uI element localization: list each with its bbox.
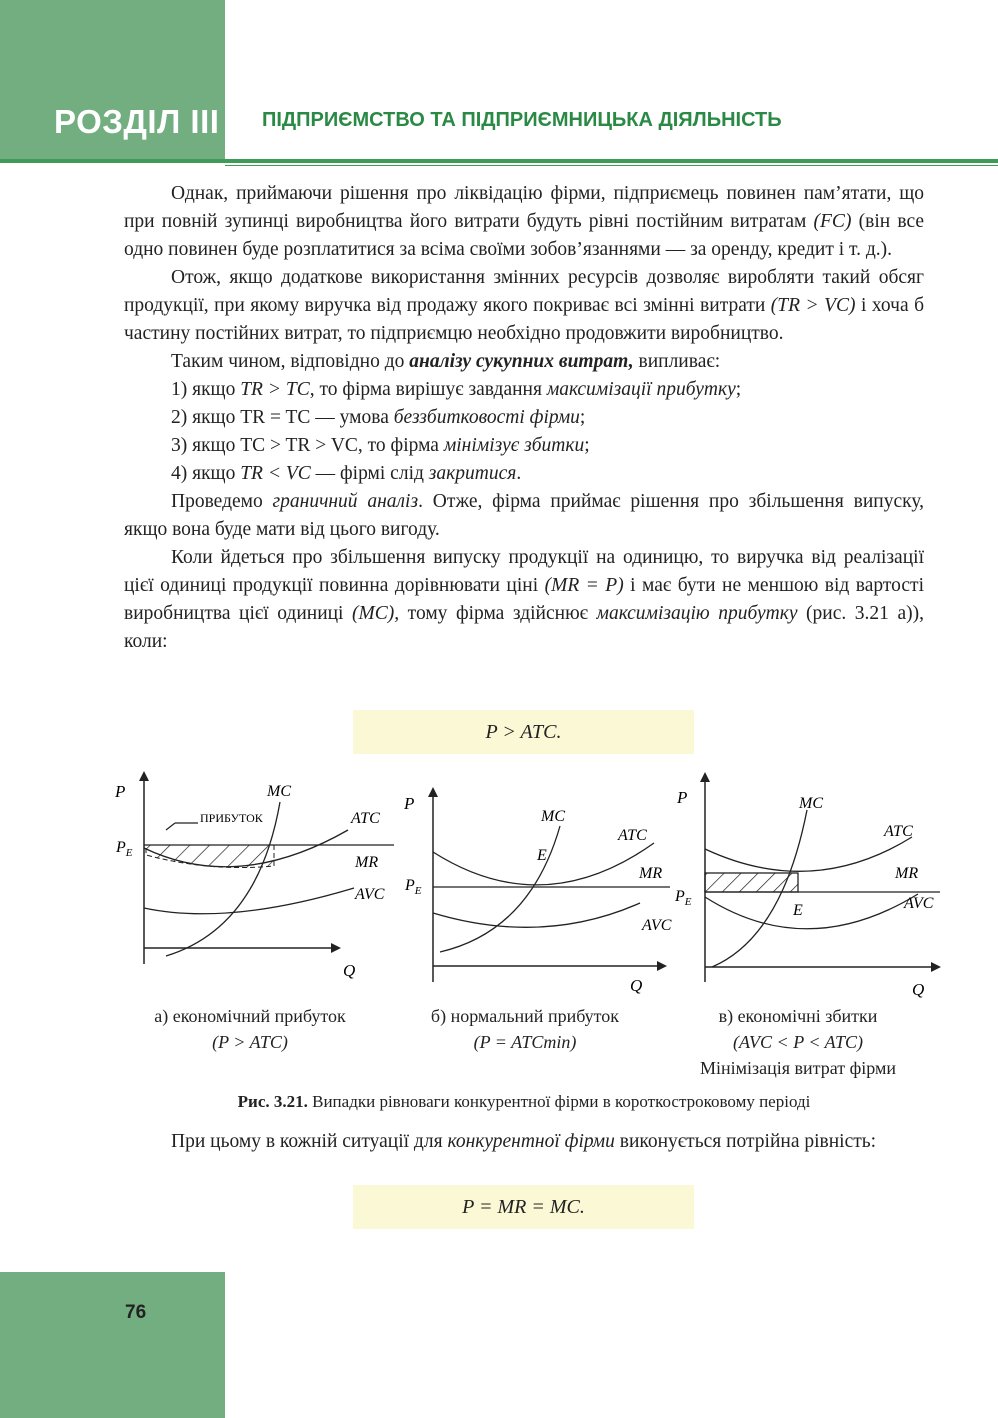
series-label-mc: MC (541, 808, 565, 825)
paragraph: Коли йдеться про збільшення випуску продукції на одиницю, то виручка від реалізації цієї одиниці продукції повинна дорівнювати ціні (MR = P) і має бути не меншою від вартості виробництва цієї одиниці (MC), тому фірма здійснює максимізацію прибутку (рис. 3.21 а)), коли: (124, 547, 924, 652)
series-label-atc: ATC (884, 823, 913, 840)
chart-caption-c: в) економічні збитки (AVC < P < ATC) Мінімізація витрат фірми (699, 1006, 897, 1078)
section-label: РОЗДІЛ III (54, 103, 220, 140)
list-item: 3) якщо TC > TR > VC, то фірма мінімізує збитки; (171, 435, 590, 456)
chart-caption-b: б) нормальний прибуток (P = ATCmin) (430, 1006, 620, 1052)
avc-curve (705, 894, 918, 929)
header-rule-thin (225, 165, 998, 166)
price-label: $P_E$ (405, 877, 422, 897)
body-text-after (124, 1128, 924, 1156)
paragraph: Таким чином, відповідно до аналізу сукупних витрат, випливає: (171, 351, 721, 372)
paragraph: Однак, приймаючи рішення про ліквідацію фірми, підприємець повинен пам’ятати, що при повній зупинці виробництва його витрати будуть рівні постійним витратам (FC) (він все одно повинен буде розплатитися за всіма своїми зобов’язаннями — за оренду, кредит і т. д.). (124, 183, 924, 260)
series-label-atc: ATC (618, 827, 647, 844)
loss-area (705, 873, 798, 892)
x-axis-label: Q (630, 976, 643, 995)
series-label-avc: AVC (904, 895, 934, 912)
annotation-label: ПРИБУТОК (200, 811, 263, 825)
list-item: 2) якщо TR = TC — умова беззбитковості фірми; (171, 407, 586, 428)
series-label-avc: AVC (642, 917, 672, 934)
series-label-mr: MR (895, 865, 919, 882)
chart-normal-profit (400, 786, 680, 998)
series-label-mc: MC (799, 795, 823, 812)
footer-green-block (0, 1272, 225, 1418)
y-axis-label: P (677, 788, 688, 807)
paragraph: Отож, якщо додаткове використання змінних ресурсів дозволяє виробляти такий обсяг продукції, при якому виручка від продажу якого покриває всі змінні витрати (TR > VC) і хоча б частину постійних витрат, то підприємцю необхідно продовжити виробництво. (124, 267, 925, 344)
list-item: 4) якщо TR < VC — фірмі слід закритися. (171, 463, 522, 484)
series-label-mc: MC (267, 783, 291, 800)
series-label-mr: MR (355, 854, 379, 871)
equilibrium-label: E (793, 902, 803, 919)
series-label-atc: ATC (351, 810, 380, 827)
equilibrium-label: E (537, 847, 547, 864)
paragraph: Проведемо граничний аналіз. Отже, фірма приймає рішення про збільшення випуску, якщо вона буде мати від цього вигоду. (124, 491, 924, 540)
series-label-avc: AVC (355, 886, 385, 903)
y-axis-label: P (404, 794, 415, 813)
formula-box: P = MR = MC. (353, 1185, 694, 1229)
header-rule (0, 159, 998, 163)
x-axis-label: Q (912, 980, 925, 999)
chapter-title: ПІДПРИЄМСТВО ТА ПІДПРИЄМНИЦЬКА ДІЯЛЬНІСТЬ (262, 109, 782, 131)
y-axis-label: P (115, 782, 126, 801)
price-label: $P_E$ (116, 839, 133, 859)
mc-curve (166, 802, 280, 956)
body-text (124, 180, 924, 656)
chart-economic-profit (108, 768, 400, 980)
mc-curve (440, 826, 560, 952)
page-number: 76 (125, 1302, 147, 1323)
avc-curve (433, 903, 640, 927)
figure-caption: Рис. 3.21. Випадки рівноваги конкурентної фірми в короткостроковому періоді (237, 1092, 811, 1111)
chart-caption-a: а) економічний прибуток (P > ATC) (154, 1006, 346, 1052)
atc-curve (705, 837, 912, 871)
formula-box: P > ATC. (353, 710, 694, 754)
chart-economic-losses (672, 772, 944, 1002)
x-axis-label: Q (343, 961, 356, 980)
paragraph: При цьому в кожній ситуації для конкурентної фірми виконується потрійна рівність: (171, 1131, 877, 1152)
series-label-mr: MR (639, 865, 663, 882)
price-label: $P_E$ (675, 888, 692, 908)
annotation-pointer (166, 823, 175, 830)
list-item: 1) якщо TR > TC, то фірма вирішує завдання максимізації прибутку; (171, 379, 742, 400)
